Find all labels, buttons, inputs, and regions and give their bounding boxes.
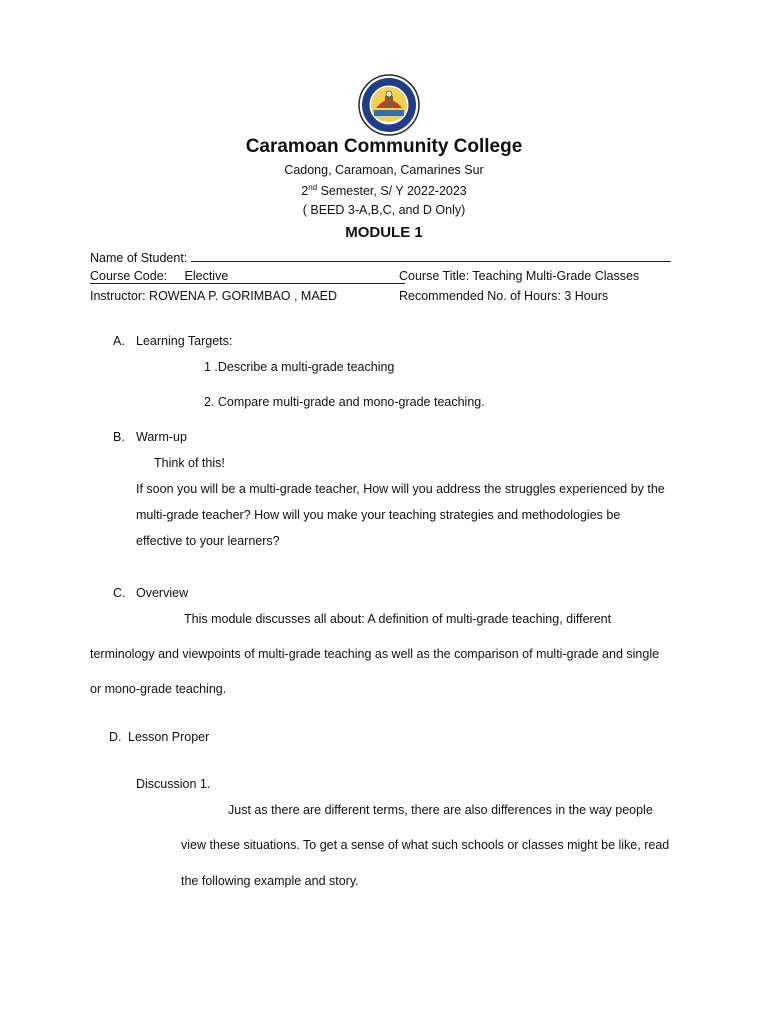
semester-line: 2nd Semester, S/ Y 2022-2023: [301, 183, 467, 199]
overview-line: terminology and viewpoints of multi-grade teaching as well as the comparison of multi-grade and single: [90, 647, 660, 661]
discussion-heading: Discussion 1.: [136, 777, 211, 791]
student-name-row: [90, 249, 671, 265]
section-a-marker: A.: [113, 334, 125, 348]
section-c-title: Overview: [136, 586, 189, 600]
lesson-line: the following example and story.: [181, 874, 359, 888]
learning-target-item: 1 .Describe a multi-grade teaching: [204, 360, 395, 374]
section-a-title: Learning Targets:: [136, 334, 233, 348]
college-name: Caramoan Community College: [245, 136, 523, 157]
overview-line: or mono-grade teaching.: [90, 682, 227, 696]
instructor: Instructor: ROWENA P. GORIMBAO , MAED: [90, 289, 338, 303]
learning-target-item: 2. Compare multi-grade and mono-grade teaching.: [204, 395, 485, 409]
section-d-marker: D.: [109, 730, 122, 744]
recommended-hours: Recommended No. of Hours: 3 Hours: [399, 289, 609, 303]
overview-line: This module discusses all about: A definition of multi-grade teaching, different: [184, 612, 612, 626]
course-code-value: Elective: [184, 269, 229, 283]
student-name-field[interactable]: [191, 249, 671, 262]
student-name-label: Name of Student:: [90, 251, 188, 265]
program-line: ( BEED 3-A,B,C, and D Only): [302, 203, 466, 217]
course-code-field: [167, 269, 405, 284]
warm-up-line: If soon you will be a multi-grade teacher, How will you address the struggles experienced by the: [136, 482, 665, 496]
course-code-row: [90, 269, 405, 284]
college-address: Cadong, Caramoan, Camarines Sur: [284, 163, 484, 177]
warm-up-intro: Think of this!: [154, 456, 225, 470]
section-b-title: Warm-up: [136, 430, 187, 444]
lesson-line: Just as there are different terms, there are also differences in the way people: [228, 803, 653, 817]
lesson-line: view these situations. To get a sense of what such schools or classes might be like, read: [181, 838, 670, 852]
module-title: MODULE 1: [345, 224, 423, 241]
section-b-marker: B.: [113, 430, 125, 444]
warm-up-line: multi-grade teacher? How will you make your teaching strategies and methodologies be: [136, 508, 621, 522]
course-code-label: Course Code:: [90, 269, 168, 283]
college-seal-logo: [358, 74, 420, 136]
course-title: Course Title: Teaching Multi-Grade Classes: [399, 269, 640, 283]
section-d-title: Lesson Proper: [128, 730, 210, 744]
warm-up-line: effective to your learners?: [136, 534, 280, 548]
section-c-marker: C.: [113, 586, 126, 600]
